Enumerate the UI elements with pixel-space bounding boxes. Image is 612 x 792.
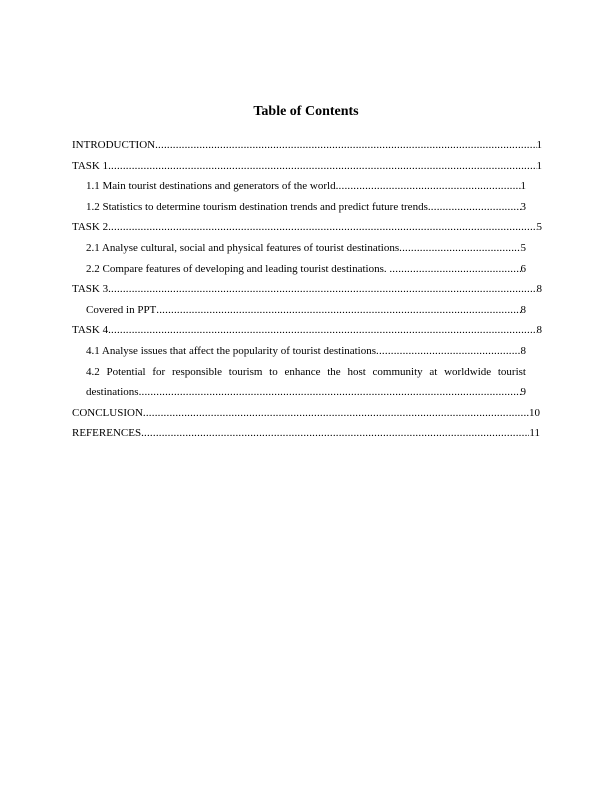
toc-entry-label: REFERENCES (72, 427, 142, 440)
toc-entry-page: 1 (520, 180, 526, 193)
toc-entry-label: CONCLUSION (72, 406, 143, 419)
page-title: Table of Contents (253, 104, 359, 119)
toc-entry-page: 5 (520, 241, 526, 254)
toc-entry-page: 8 (520, 303, 526, 316)
toc-entry-introduction[interactable] (72, 135, 542, 156)
toc-entry-4-2[interactable] (72, 362, 542, 403)
dot-leader (108, 279, 536, 300)
table-of-contents (72, 135, 542, 444)
dot-leader (155, 135, 536, 156)
toc-entry-covered-in-ppt[interactable] (72, 300, 542, 321)
dot-leader (399, 238, 520, 259)
toc-entry-label: TASK 4 (72, 324, 109, 337)
toc-entry-label: 1.2 Statistics to determine tourism destination trends and predict future trends (86, 200, 428, 213)
toc-entry-label: 2.1 Analyse cultural, social and physical features of tourist destinations (86, 241, 400, 254)
toc-entry-page: 1 (536, 159, 542, 172)
toc-entry-label-line-1: 4.2 Potential for responsible tourism to enhance the host community at worldwide tourist (86, 365, 526, 378)
toc-entry-label: Covered in PPT (86, 303, 157, 316)
toc-entry-label: TASK 3 (72, 283, 109, 296)
toc-entry-page: 5 (536, 221, 542, 234)
dot-leader (141, 423, 529, 444)
toc-entry-2-2[interactable] (72, 259, 542, 280)
toc-entry-task-1[interactable] (72, 156, 542, 177)
toc-entry-page: 1 (536, 139, 542, 151)
dot-leader (376, 341, 520, 362)
toc-entry-page: 8 (520, 344, 526, 357)
toc-entry-page: 9 (520, 386, 526, 399)
toc-entry-task-4[interactable] (72, 320, 542, 341)
toc-entry-page: 10 (529, 406, 540, 419)
dot-leader (108, 217, 536, 238)
dot-leader (156, 300, 520, 321)
dot-leader (108, 156, 536, 177)
toc-entry-page: 3 (520, 200, 526, 213)
toc-entry-label: 4.1 Analyse issues that affect the popularity of tourist destinations (86, 344, 377, 357)
toc-entry-page: 11 (529, 427, 540, 440)
dot-leader (336, 176, 521, 197)
toc-entry-label: 2.2 Compare features of developing and leading tourist destinations. (86, 262, 390, 275)
toc-entry-1-1[interactable] (72, 176, 542, 197)
toc-entry-page: 8 (536, 283, 542, 296)
toc-entry-label: 1.1 Main tourist destinations and generators of the world (86, 180, 336, 193)
dot-leader (139, 382, 521, 403)
toc-entry-4-1[interactable] (72, 341, 542, 362)
toc-entry-1-2[interactable] (72, 197, 542, 218)
toc-entry-page: 6 (520, 262, 526, 275)
toc-entry-label: TASK 2 (72, 221, 109, 234)
toc-entry-conclusion[interactable] (72, 403, 542, 424)
toc-entry-label: TASK 1 (72, 159, 109, 172)
dot-leader (143, 403, 529, 424)
dot-leader (108, 320, 536, 341)
dot-leader (389, 259, 520, 280)
toc-entry-task-2[interactable] (72, 217, 542, 238)
toc-entry-label-line-2: destinations (86, 386, 139, 399)
toc-entry-label: INTRODUCTION (72, 139, 156, 151)
toc-entry-2-1[interactable] (72, 238, 542, 259)
toc-entry-references[interactable] (72, 423, 542, 444)
toc-entry-page: 8 (536, 324, 542, 337)
dot-leader (428, 197, 521, 218)
toc-entry-task-3[interactable] (72, 279, 542, 300)
